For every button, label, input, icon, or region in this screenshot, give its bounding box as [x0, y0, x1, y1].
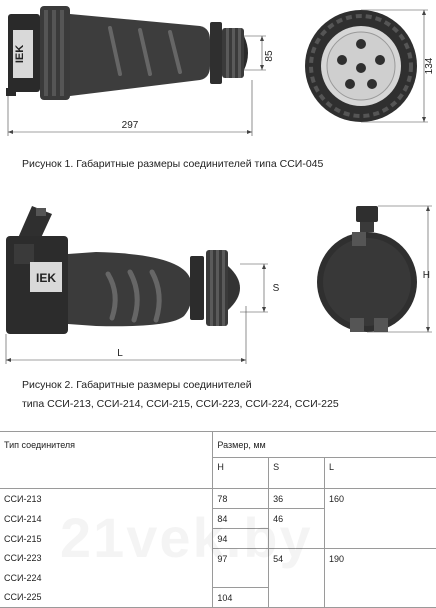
row-type: ССИ-213 [4, 493, 42, 504]
dimension-85 [244, 36, 275, 70]
row-l: 190 [324, 549, 436, 569]
row-type: ССИ-224 [4, 572, 42, 583]
row-l [324, 529, 436, 549]
iek-logo: IEK [14, 44, 26, 64]
dim-h-label: H [422, 270, 430, 281]
table-subheader-row [0, 458, 436, 489]
row-type: ССИ-215 [4, 533, 42, 544]
row-l [324, 509, 436, 529]
subheader-s: S [269, 458, 325, 489]
subheader-empty [0, 458, 213, 489]
row-h [213, 568, 269, 588]
row-l [324, 588, 436, 608]
dim-s-label: S [272, 283, 280, 294]
row-type: ССИ-223 [4, 553, 42, 564]
row-s [269, 588, 325, 608]
table-row [0, 588, 436, 608]
plug-side-view [6, 6, 248, 100]
row-h: 94 [213, 529, 269, 549]
row-s: 54 [269, 549, 325, 569]
figure-1-drawing [0, 0, 436, 150]
row-s: 36 [269, 489, 325, 509]
dim-297-label: 297 [121, 120, 139, 131]
plug-front-view [305, 10, 417, 122]
row-h: 84 [213, 509, 269, 529]
row-h: 97 [213, 549, 269, 569]
figure-2-caption-line2: типа ССИ-213, ССИ-214, ССИ-215, ССИ-223, ССИ-224, ССИ-225 [22, 398, 339, 410]
row-s: 46 [269, 509, 325, 529]
dim-134-label: 134 [424, 57, 435, 75]
socket-side-view [6, 206, 240, 334]
row-h: 104 [213, 588, 269, 608]
iek-logo-2: IEK [35, 271, 57, 285]
row-h: 78 [213, 489, 269, 509]
figure-1-caption: Рисунок 1. Габаритные размеры соединителей типа ССИ-045 [22, 158, 324, 170]
row-type: ССИ-225 [0, 588, 213, 608]
watermark [60, 505, 313, 570]
row-l [324, 568, 436, 588]
header-type: Тип соединителя [0, 432, 213, 458]
dim-l-label: L [117, 348, 123, 359]
row-s [269, 568, 325, 588]
subheader-l: L [324, 458, 436, 489]
figure-2-drawing [0, 196, 436, 368]
row-l: 160 [324, 489, 436, 509]
socket-front-view [317, 206, 417, 332]
dimension-s [240, 264, 280, 312]
table-header-row [0, 432, 436, 458]
header-size: Размер, мм [213, 432, 436, 458]
subheader-h: H [213, 458, 269, 489]
figure-2-caption-line1: Рисунок 2. Габаритные размеры соединителей [22, 379, 252, 391]
table-row [0, 568, 436, 588]
row-type: ССИ-214 [4, 513, 42, 524]
dim-85-label: 85 [264, 50, 275, 62]
